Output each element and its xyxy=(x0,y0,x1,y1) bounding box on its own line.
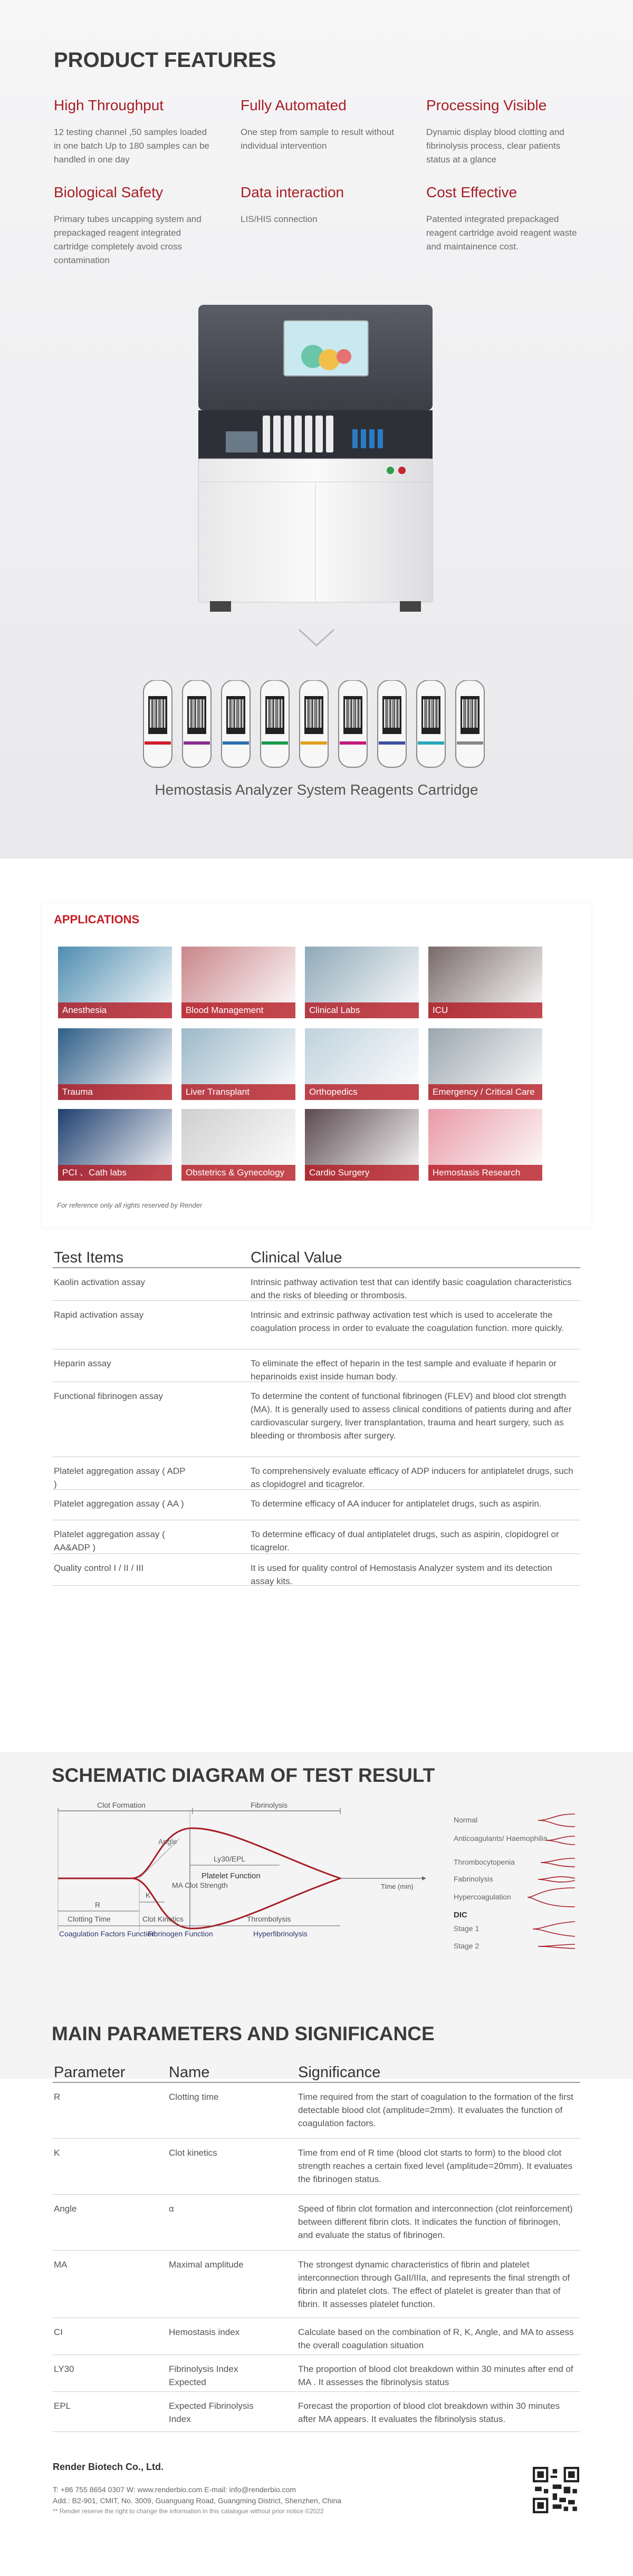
params-title: MAIN PARAMETERS AND SIGNIFICANCE xyxy=(52,2023,435,2044)
table-row xyxy=(53,1301,580,1349)
clinical-value: Intrinsic pathway activation test that can identify basic coagulation characteristics and the risks of bleeding or thrombosis. xyxy=(251,1277,572,1300)
label-k: K xyxy=(146,1891,151,1899)
application-label: Liver Transplant xyxy=(181,1084,295,1100)
qr-code-icon xyxy=(533,2467,579,2513)
schematic-title: SCHEMATIC DIAGRAM OF TEST RESULT xyxy=(52,1764,435,1786)
analyzer-machine-illustration xyxy=(194,305,437,621)
reagent-cartridge xyxy=(378,680,406,767)
table-row xyxy=(53,1490,580,1520)
feature-processing-visible xyxy=(426,97,584,167)
reagent-cartridge xyxy=(456,680,484,767)
application-tile xyxy=(58,1028,172,1100)
label-hyperfib: Hyperfibrinolysis xyxy=(253,1929,308,1938)
reagent-cartridge xyxy=(143,680,172,767)
feature-fully-automated xyxy=(241,97,399,153)
test-item: Quality control I / II / III xyxy=(54,1563,144,1573)
application-label: ICU xyxy=(428,1002,542,1018)
feature-biological-safety xyxy=(54,184,212,267)
application-tile xyxy=(305,1109,419,1181)
param-significance: Forecast the proportion of blood clot breakdown within 30 minutes after MA appears. It evaluates the fibrinolysis status. xyxy=(298,2401,560,2424)
param-code: CI xyxy=(54,2327,63,2337)
feature-title: Biological Safety xyxy=(54,184,164,200)
label-angle: Angle xyxy=(158,1837,177,1846)
reagent-cartridge xyxy=(261,680,289,767)
param-code: LY30 xyxy=(54,2364,74,2374)
table-row xyxy=(53,2251,580,2318)
table-row xyxy=(53,2083,580,2139)
label-fibrinogen-fn: Fibrinogen Function xyxy=(148,1929,213,1938)
feature-desc: 12 testing channel ,50 samples loaded in one batch Up to 180 samples can be handled in one day xyxy=(54,127,209,165)
legend-anticoag: Anticoagulants/ Haemophilia xyxy=(454,1834,548,1842)
table-row xyxy=(53,1520,580,1554)
feature-desc: LIS/HIS connection xyxy=(241,214,318,224)
application-tile xyxy=(58,1109,172,1181)
param-code: EPL xyxy=(54,2401,71,2411)
label-clot-formation: Clot Formation xyxy=(97,1801,146,1809)
col-clinical-value: Clinical Value xyxy=(251,1249,342,1266)
schematic-diagram xyxy=(53,1799,580,1952)
reagent-cartridge xyxy=(339,680,367,767)
table-row xyxy=(53,1554,580,1586)
feature-desc: Dynamic display blood clotting and fibrinolysis process, clear patients status at a glance xyxy=(426,127,564,165)
table-header xyxy=(53,2051,580,2083)
feature-desc: Patented integrated prepackaged reagent cartridge avoid reagent waste and maintainence cost. xyxy=(426,214,577,252)
table-row xyxy=(53,1382,580,1457)
col-significance: Significance xyxy=(298,2064,381,2081)
application-tile xyxy=(428,947,542,1018)
test-item: Heparin assay xyxy=(54,1358,111,1368)
param-name: Expected Fibrinolysis Index xyxy=(169,2401,254,2424)
param-significance: Time from end of R time (blood clot starts to form) to the blood clot strength reaches a certain fixed level (amplitude=20mm). It evaluates the fibrinogen status. xyxy=(298,2148,573,2184)
col-parameter: Parameter xyxy=(54,2064,126,2081)
param-significance: Calculate based on the combination of R, K, Angle, and MA to assess the overall coagulation situation xyxy=(298,2327,574,2350)
application-label: Blood Management xyxy=(181,1002,295,1018)
col-test-items: Test Items xyxy=(54,1249,124,1266)
reagent-cartridge xyxy=(222,680,250,767)
table-row xyxy=(53,2195,580,2251)
param-code: Angle xyxy=(54,2204,77,2214)
company-name: Render Biotech Co., Ltd. xyxy=(53,2462,164,2472)
notice-line: ** Render reserve the right to change the information in this catalogue without prior notice ©2022 xyxy=(53,2507,324,2515)
features-title: PRODUCT FEATURES xyxy=(54,49,276,72)
feature-title: Data interaction xyxy=(241,184,344,200)
label-clotting-time: Clotting Time xyxy=(68,1915,111,1923)
feature-desc: One step from sample to result without individual intervention xyxy=(241,127,395,151)
param-name: α xyxy=(169,2204,174,2214)
feature-desc: Primary tubes uncapping system and prepackaged reagent integrated cartridge completely avoid cross contamination xyxy=(54,214,202,265)
table-row xyxy=(53,1349,580,1382)
application-label: PCI 、Cath labs xyxy=(58,1165,172,1181)
param-significance: Speed of fibrin clot formation and interconnection (clot reinforcement) between different fibrin clots. It indicates the function of fibrinogen, and evaluate the status of fibrinogen. xyxy=(298,2204,573,2240)
label-platelet-function: Platelet Function xyxy=(202,1871,261,1880)
test-item: Functional fibrinogen assay xyxy=(54,1391,163,1401)
product-features-section xyxy=(0,0,633,858)
applications-title: APPLICATIONS xyxy=(54,913,140,926)
label-time: Time (min) xyxy=(381,1883,414,1890)
application-tile xyxy=(305,947,419,1018)
clinical-value: To determine the content of functional fibrinogen (FLEV) and blood clot strength (MA). It is generally used to assess clinical conditions of patients during and after cardiovascular surgery, liver transplantation, trauma and heart surgery, such as bleeding or thrombosis after surgery. xyxy=(251,1391,572,1441)
legend-thrombocytopenia: Thrombocytopenia xyxy=(454,1858,515,1866)
applications-note: For reference only all rights reserved by Render xyxy=(57,1201,203,1209)
application-label: Anesthesia xyxy=(58,1002,172,1018)
table-row xyxy=(53,2392,580,2432)
test-item: Platelet aggregation assay ( AA ) xyxy=(54,1499,184,1509)
feature-cost-effective xyxy=(426,184,584,254)
clinical-value: To determine efficacy of AA inducer for antiplatelet drugs, such as aspirin. xyxy=(251,1499,542,1509)
col-name: Name xyxy=(169,2064,210,2081)
clinical-value: To determine efficacy of dual antiplatelet drugs, such as aspirin, clopidogrel or ticagrelor. xyxy=(251,1529,559,1552)
application-label: Emergency / Critical Care xyxy=(428,1084,542,1100)
param-code: R xyxy=(54,2092,61,2102)
label-clot-kinetics: Clot Kinetics xyxy=(142,1915,184,1923)
reagent-cartridges xyxy=(142,680,485,770)
application-tile xyxy=(58,947,172,1018)
legend-dic-stage1: Stage 1 xyxy=(454,1924,479,1933)
application-tile xyxy=(181,947,295,1018)
test-items-table xyxy=(53,1237,580,1586)
clinical-value: It is used for quality control of Hemostasis Analyzer system and its detection assay kits. xyxy=(251,1563,552,1586)
application-label: Clinical Labs xyxy=(305,1002,419,1018)
feature-high-throughput xyxy=(54,97,212,167)
application-tile xyxy=(428,1028,542,1100)
application-label: Obstetrics & Gynecology xyxy=(181,1165,295,1181)
clinical-value: Intrinsic and extrinsic pathway activation test which is used to accelerate the coagulation process in order to evaluate the coagulation function. more quickly. xyxy=(251,1310,564,1333)
table-row xyxy=(53,1268,580,1301)
legend-hypercoag: Hypercoagulation xyxy=(454,1893,511,1901)
legend-normal: Normal xyxy=(454,1816,478,1824)
table-row xyxy=(53,2139,580,2195)
label-coag-factors: Coagulation Factors Function xyxy=(59,1929,156,1938)
chevron-down-icon xyxy=(298,628,335,649)
application-tile xyxy=(181,1109,295,1181)
parameters-table xyxy=(53,2051,580,2432)
table-header xyxy=(53,1237,580,1268)
param-significance: The strongest dynamic characteristics of fibrin and platelet interconnection through GaII/IIIa, and represents the final strength of fibrin and platelet clots. The effect of platelet is greater than that of fibrin. It assesses platelet function. xyxy=(298,2260,570,2309)
legend-dic-stage2: Stage 2 xyxy=(454,1942,479,1950)
reagent-cartridge xyxy=(417,680,445,767)
feature-title: Cost Effective xyxy=(426,184,517,200)
param-name: Clotting time xyxy=(169,2092,219,2102)
reagent-cartridge xyxy=(183,680,211,767)
label-ly30: Ly30/EPL xyxy=(214,1855,246,1863)
test-item: Kaolin activation assay xyxy=(54,1277,145,1287)
feature-title: Fully Automated xyxy=(241,97,347,113)
label-ma: MA Clot Strength xyxy=(172,1881,228,1889)
param-code: K xyxy=(54,2148,60,2158)
feature-title: Processing Visible xyxy=(426,97,547,113)
table-row xyxy=(53,1457,580,1490)
label-r: R xyxy=(95,1900,101,1909)
test-item: Platelet aggregation assay ( AA&ADP ) xyxy=(54,1529,165,1552)
param-name: Fibrinolysis Index Expected xyxy=(169,2364,238,2387)
label-fibrinolysis: Fibrinolysis xyxy=(251,1801,288,1809)
clinical-value: To eliminate the effect of heparin in the test sample and evaluate if heparin or heparinoids exist inside human body. xyxy=(251,1358,557,1382)
address-line: Add.: B2-901, CMIT, No. 3009, Guanguang Road, Guangming District, Shenzhen, China xyxy=(53,2496,342,2505)
param-name: Clot kinetics xyxy=(169,2148,217,2158)
application-tile xyxy=(181,1028,295,1100)
param-significance: Time required from the start of coagulation to the formation of the first detectable blood clot (amplitude=2mm). It evaluates the function of coagulation factors. xyxy=(298,2092,573,2128)
test-item: Rapid activation assay xyxy=(54,1310,144,1320)
contact-line: T: +86 755 8654 0307 W: www.renderbio.com E-mail: info@renderbio.com xyxy=(53,2485,296,2494)
param-significance: The proportion of blood clot breakdown within 30 minutes after end of MA . It assesses the fibrinolysis status xyxy=(298,2364,573,2387)
param-name: Maximal amplitude xyxy=(169,2260,244,2270)
footer xyxy=(53,2462,580,2546)
cartridge-caption: Hemostasis Analyzer System Reagents Cartridge xyxy=(155,782,478,798)
application-tile xyxy=(428,1109,542,1181)
param-name: Hemostasis index xyxy=(169,2327,240,2337)
clinical-value: To comprehensively evaluate efficacy of ADP inducers for antiplatelet drugs, such as clopidogrel and ticagrelor. xyxy=(251,1466,573,1489)
feature-title: High Throughput xyxy=(54,97,164,113)
application-tile xyxy=(305,1028,419,1100)
application-label: Hemostasis Research xyxy=(428,1165,542,1181)
test-item: Platelet aggregation assay ( ADP ) xyxy=(54,1466,186,1489)
table-row xyxy=(53,2318,580,2355)
application-label: Orthopedics xyxy=(305,1084,419,1100)
param-code: MA xyxy=(54,2260,68,2270)
table-row xyxy=(53,2355,580,2392)
reagent-cartridge xyxy=(300,680,328,767)
legend-fabrinolysis: Fabrinolysis xyxy=(454,1875,493,1883)
label-thrombolysis: Thrombolysis xyxy=(247,1915,291,1923)
legend-dic-title: DIC xyxy=(454,1911,467,1919)
applications-section xyxy=(0,858,633,1238)
application-label: Cardio Surgery xyxy=(305,1165,419,1181)
feature-data-interaction xyxy=(241,184,399,226)
application-label: Trauma xyxy=(58,1084,172,1100)
